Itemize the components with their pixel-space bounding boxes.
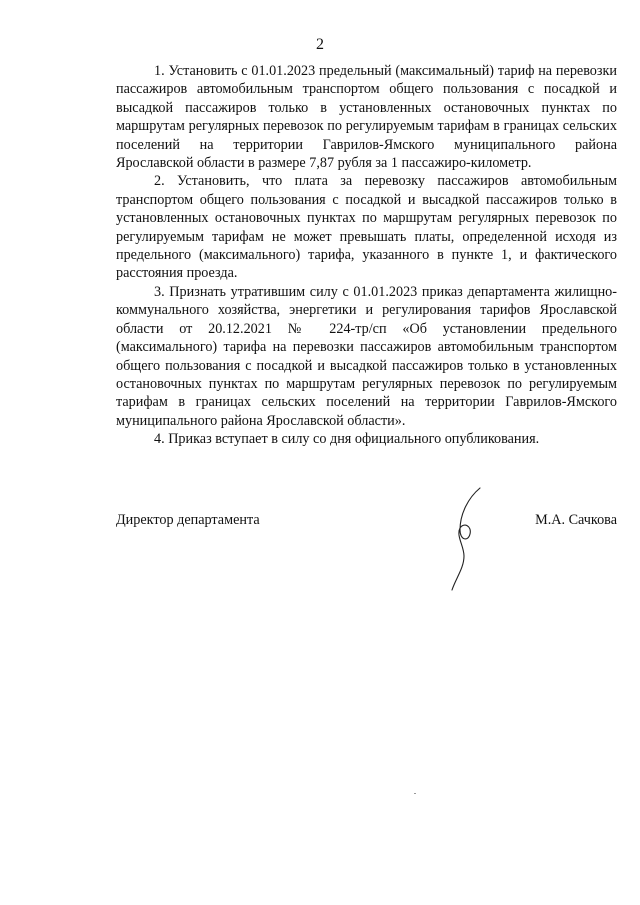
scan-speck	[414, 793, 416, 794]
paragraph-4: 4. Приказ вступает в силу со дня официального опубликования.	[154, 431, 540, 448]
page-number: 2	[316, 36, 324, 53]
signatory-name: М.А. Сачкова	[535, 512, 617, 528]
signature-block	[116, 508, 617, 588]
handwritten-signature	[446, 486, 486, 596]
paragraph-3: 3. Признать утратившим силу с 01.01.2023 приказ департамента жилищно-коммунального хозяйства, энергетики и регулирования тарифов Ярославской области от 20.12.2021 № 224-тр/сп «Об установлении предельного (максимального) тарифа на перевозки пассажиров автомобильным транспортом общего пользования с посадкой и высадкой пассажиров только в установленных остановочных пунктах по маршрутам регулярных перевозок по регулируемым тарифам в границах сельских поселений на территории Гаврилов-Ямского муниципального района Ярославской области».	[116, 283, 617, 429]
paragraph-1: 1. Установить с 01.01.2023 предельный (максимальный) тариф на перевозки пассажиров автомобильным транспортом общего пользования с посадкой и высадкой пассажиров только в установленных остановочных пунктах по маршрутам регулярных перевозок по регулируемым тарифам в границах сельских поселений на территории Гаврилов-Ямского муниципального района Ярославской области в размере 7,87 рубля за 1 пассажиро-километр.	[116, 63, 617, 172]
paragraph-2: 2. Установить, что плата за перевозку пассажиров автомобильным транспортом общего пользования с посадкой и высадкой пассажиров только в установленных остановочных пунктах по маршрутам регулярных перевозок по регулируемым тарифам не может превышать платы, определенной исходя из предельного (максимального) тарифа, указанного в пункте 1, и фактического расстояния проезда.	[116, 173, 617, 282]
document-body	[116, 62, 617, 449]
signatory-title: Директор департамента	[116, 512, 260, 528]
